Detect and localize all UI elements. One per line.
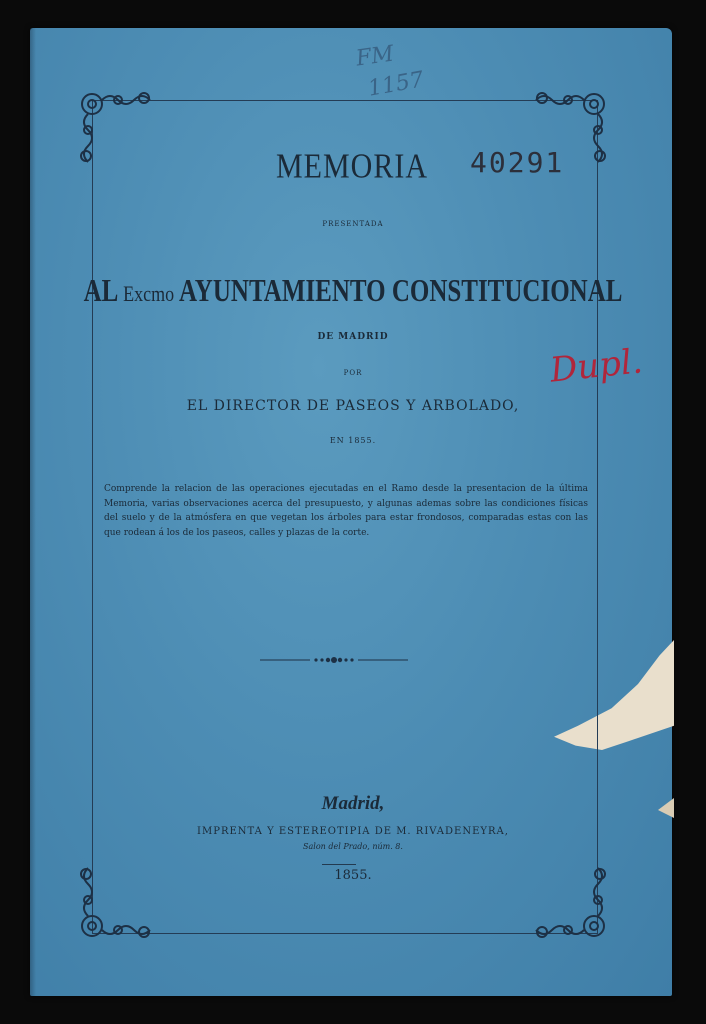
document-title: MEMORIA: [276, 147, 429, 186]
handwritten-note-number: 1157: [366, 67, 426, 102]
main-heading: [0, 275, 706, 310]
small-divider: [322, 864, 356, 865]
main-prefix: AL: [83, 274, 117, 309]
handwritten-duplicate-mark: Dupl.: [548, 341, 645, 391]
city-imprint: Madrid,: [321, 793, 385, 814]
summary-paragraph: Comprende la relacion de las operaciones ejecutadas en el Ramo desde la presentacion de la última Memoria, varias observaciones acerca del presupuesto, y algunas ademas sobre las condiciones físicas del suelo y de la atmósfera en que vegetan los árboles para estar frondosos, comparadas estas con las que rodean á los de los paseos, calles y plazas de la corte.: [104, 484, 588, 538]
handwritten-note: FM: [354, 41, 396, 72]
main-heading-text: AYUNTAMIENTO CONSTITUCIONAL: [179, 274, 623, 309]
ornamental-rule-icon: [260, 651, 408, 663]
printer-address: Salon del Prado, núm. 8.: [303, 842, 403, 851]
director-line: EL DIRECTOR DE PASEOS Y ARBOLADO,: [186, 398, 520, 414]
year-line: EN 1855.: [329, 436, 377, 445]
corner-ornament-icon: [74, 848, 170, 944]
library-stamp-number: 40291: [470, 146, 565, 179]
main-excmo: Excmo: [123, 280, 175, 306]
publication-year: 1855.: [334, 868, 372, 883]
presentada-line: PRESENTADA: [322, 220, 384, 228]
printer-line: IMPRENTA Y ESTEREOTIPIA DE M. RIVADENEYRA,: [197, 826, 509, 837]
por-line: POR: [343, 369, 363, 377]
corner-ornament-icon: [516, 848, 612, 944]
de-madrid-line: DE MADRID: [317, 332, 389, 342]
corner-ornament-icon: [74, 86, 170, 182]
